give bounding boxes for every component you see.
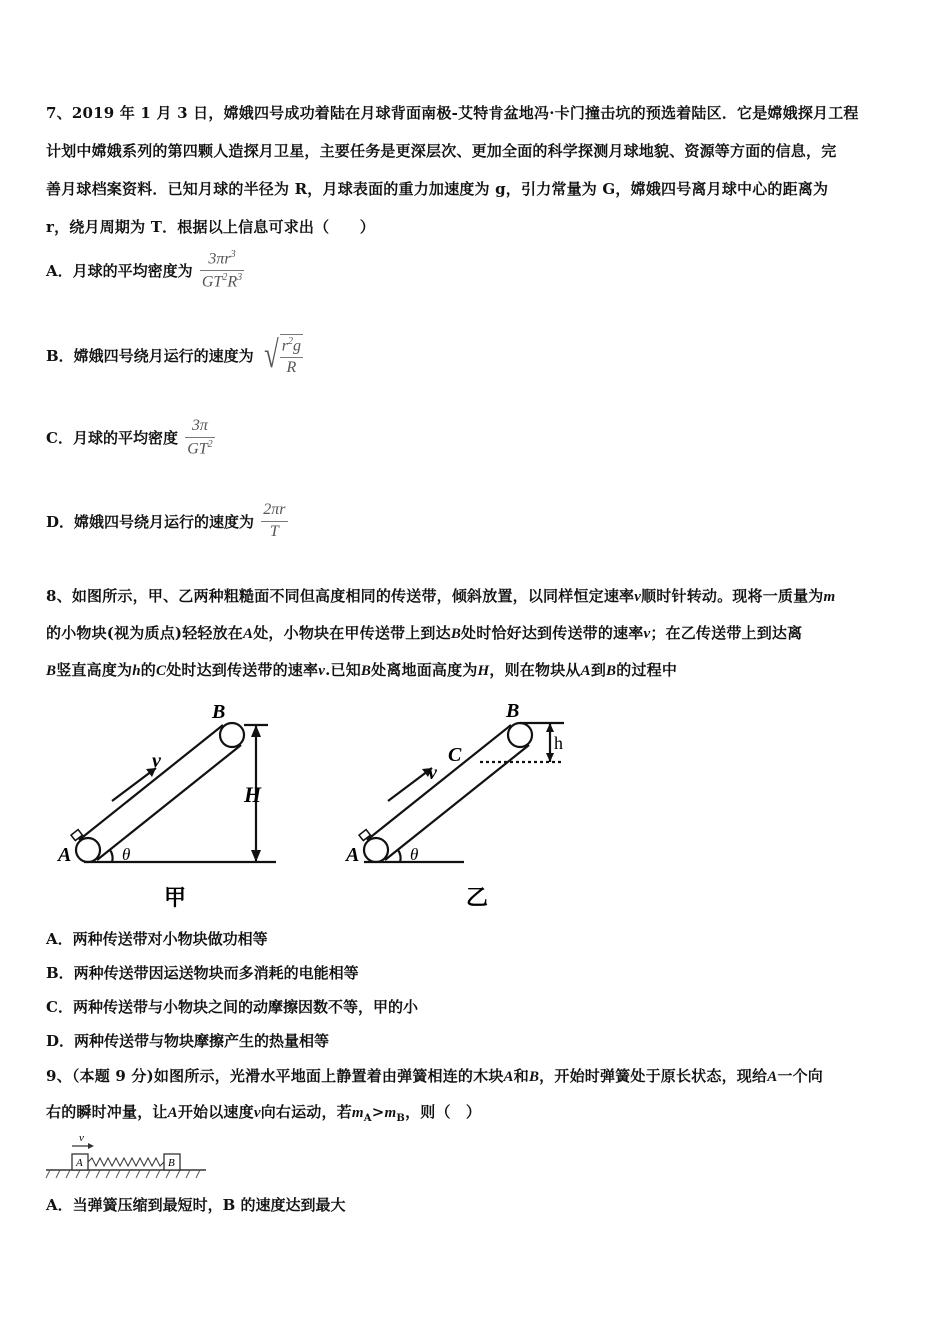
q9-hatching	[46, 1170, 200, 1178]
q9-line-2: 右的瞬时冲量，让A开始以速度v向右运动，若$m_A>m_B$，则（ ）	[46, 1103, 482, 1124]
belt-top-yi	[367, 725, 511, 840]
q8-option-d[interactable]: D．两种传送带与物块摩擦产生的热量相等	[46, 1032, 330, 1050]
belt-top-jia	[79, 725, 223, 840]
q8-option-b[interactable]: B．两种传送带因运送物块而多消耗的电能相等	[46, 964, 359, 982]
q7-option-c-formula: $\frac{3\pi}{GT^2}$	[187, 417, 213, 458]
q7-option-a[interactable]	[46, 250, 244, 291]
label-b-yi: B	[506, 700, 520, 722]
q7-option-a-formula: $\frac{3\pi r^3}{GT^2R^3}$	[201, 249, 243, 291]
q7-line-3: 善月球档案资料．已知月球的半径为 R，月球表面的重力加速度为 g，引力常量为 G，嫦娥四号离月球中心的距离为	[46, 180, 829, 198]
label-theta-jia: θ	[122, 845, 131, 864]
q7-option-c-label: C．月球的平均密度	[46, 429, 178, 448]
pulley-b-jia	[220, 723, 244, 747]
q9-option-a[interactable]: A．当弹簧压缩到最短时，B 的速度达到最大	[46, 1196, 346, 1214]
pulley-b-yi	[508, 723, 532, 747]
q8-line-1: 8、如图所示，甲、乙两种粗糙面不同但高度相同的传送带，倾斜放置，以同样恒定速率v顺时针转动。现将一质量为m	[46, 587, 836, 605]
theta-arc-jia	[110, 850, 113, 862]
belt-bottom-jia	[97, 745, 241, 860]
label-a-yi: A	[346, 844, 360, 866]
label-a-jia: A	[58, 844, 72, 866]
q7-option-d-formula: $\frac{2\pi r}{T}$	[263, 501, 286, 540]
q9-label-a: A	[76, 1157, 83, 1169]
label-v-yi: v	[428, 762, 437, 784]
q7-line-2: 计划中嫦娥系列的第四颗人造探月卫星，主要任务是更深层次、更加全面的科学探测月球地貌、资源等方面的信息，完	[46, 142, 837, 160]
q9-line-1: 9、（本题 9 分)如图所示，光滑水平地面上静置着由弹簧相连的木块A和B，开始时弹簧处于原长状态，现给A一个向	[46, 1067, 824, 1085]
q9-figure	[44, 1128, 209, 1183]
q7-option-b[interactable]	[46, 334, 303, 377]
pulley-a-yi	[364, 838, 388, 862]
q8-option-c[interactable]: C．两种传送带与小物块之间的动摩擦因数不等，甲的小	[46, 998, 418, 1016]
label-v-jia: v	[152, 750, 161, 772]
q9-spring	[88, 1158, 164, 1166]
q7-option-b-label: B．嫦娥四号绕月运行的速度为	[46, 346, 254, 365]
q7-option-a-label: A．月球的平均密度为	[46, 262, 193, 281]
q7-option-c[interactable]	[46, 418, 215, 458]
q7-option-d[interactable]	[46, 502, 288, 541]
q7-line-1: 7、2019 年 1 月 3 日，嫦娥四号成功着陆在月球背面南极-艾特肯盆地冯·卡门撞击坑的预选着陆区．它是嫦娥探月工程	[46, 104, 859, 122]
label-c-yi: C	[448, 744, 462, 766]
caption-jia: 甲	[164, 885, 187, 910]
label-h-small-yi: h	[554, 733, 563, 753]
conveyor-yi	[364, 723, 564, 862]
q9-label-b: B	[168, 1157, 175, 1169]
q8-line-2: 的小物块(视为质点)轻轻放在A处，小物块在甲传送带上到达B处时恰好达到传送带的速率v；在乙传送带上到达离	[46, 624, 803, 642]
q7-option-d-label: D．嫦娥四号绕月运行的速度为	[46, 512, 255, 531]
q9-label-v: v	[79, 1132, 84, 1144]
label-theta-yi: θ	[410, 845, 419, 864]
q8-figure	[44, 695, 584, 915]
q8-line-3: B竖直高度为h的C处时达到传送带的速率v.已知B处离地面高度为H，则在物块从A到B的过程中	[46, 661, 678, 679]
q8-option-a[interactable]: A．两种传送带对小物块做功相等	[46, 930, 268, 948]
label-b-jia: B	[212, 701, 226, 723]
q7-option-b-formula: √ $\frac{r^2g}{R}$	[264, 334, 302, 377]
q7-line-4: r，绕月周期为 T．根据以上信息可求出（ ）	[46, 218, 375, 236]
label-h-jia: H	[244, 782, 262, 807]
theta-arc-yi	[398, 850, 401, 862]
caption-yi: 乙	[466, 885, 489, 910]
pulley-a-jia	[76, 838, 100, 862]
